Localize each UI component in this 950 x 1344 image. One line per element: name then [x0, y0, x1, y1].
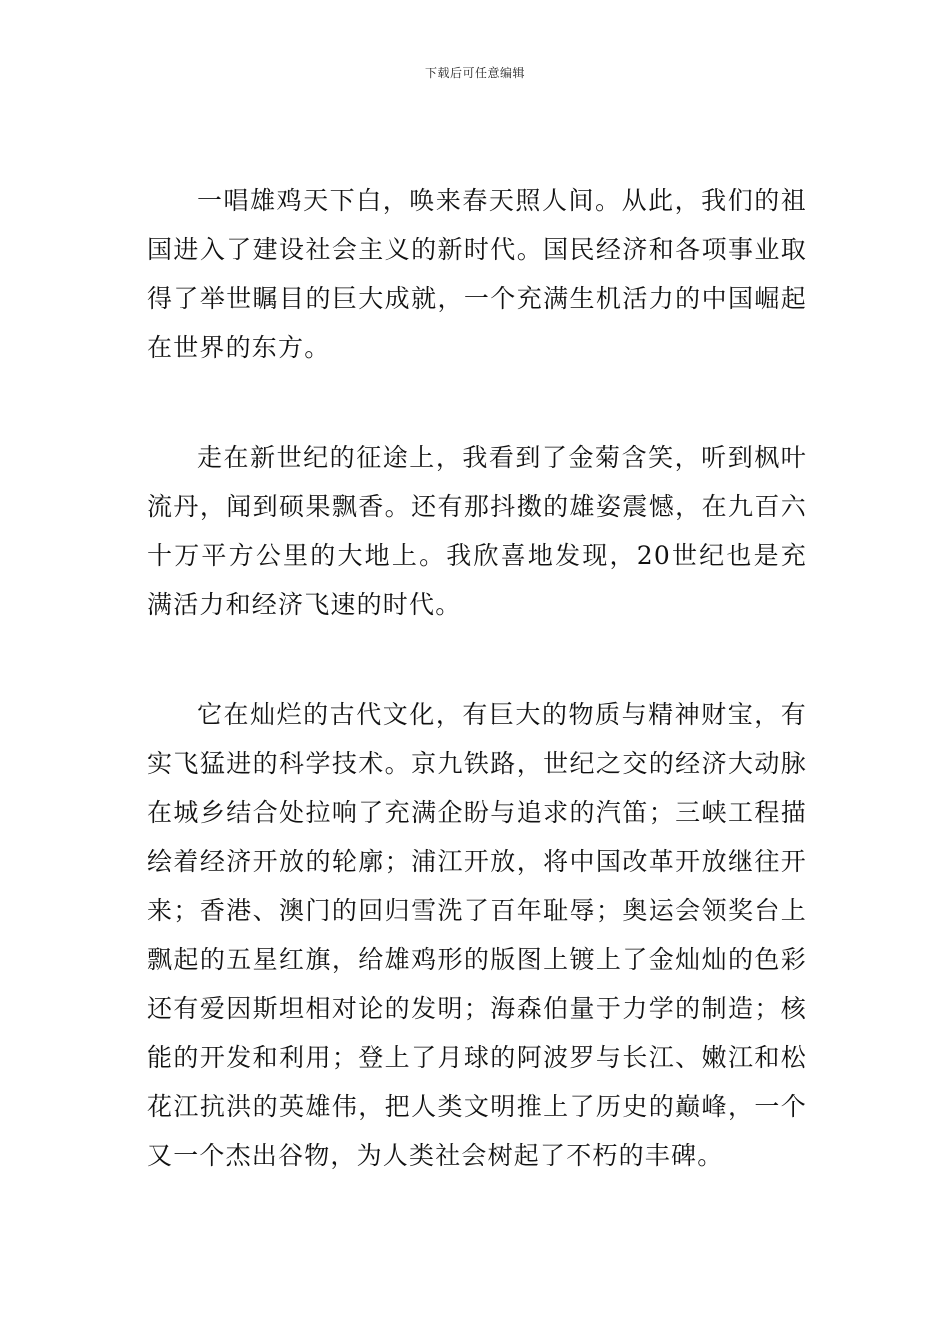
document-body [147, 176, 807, 1180]
paragraph-2: 走在新世纪的征途上，我看到了金菊含笑，听到枫叶流丹，闻到硕果飘香。还有那抖擞的雄姿震憾，在九百六十万平方公里的大地上。我欣喜地发现，20世纪也是充满活力和经济飞速的时代。 [147, 443, 807, 619]
paragraph-1: 一唱雄鸡天下白，唤来春天照人间。从此，我们的祖国进入了建设社会主义的新时代。国民经济和各项事业取得了举世瞩目的巨大成就，一个充满生机活力的中国崛起在世界的东方。 [147, 186, 807, 362]
page-header: 下载后可任意编辑 [424, 66, 525, 80]
paragraph-3: 它在灿烂的古代文化，有巨大的物质与精神财宝，有实飞猛进的科学技术。京九铁路，世纪之交的经济大动脉在城乡结合处拉响了充满企盼与追求的汽笛；三峡工程描绘着经济开放的轮廓；浦江开放，将中国改革开放继往开来；香港、澳门的回归雪洗了百年耻辱；奥运会领奖台上飘起的五星红旗，给雄鸡形的版图上镀上了金灿灿的色彩还有爱因斯坦相对论的发明；海森伯量于力学的制造；核能的开发和利用；登上了月球的阿波罗与长江、嫩江和松花江抗洪的英雄伟，把人类文明推上了历史的巅峰，一个又一个杰出谷物，为人类社会树起了不朽的丰碑。 [147, 700, 807, 1170]
